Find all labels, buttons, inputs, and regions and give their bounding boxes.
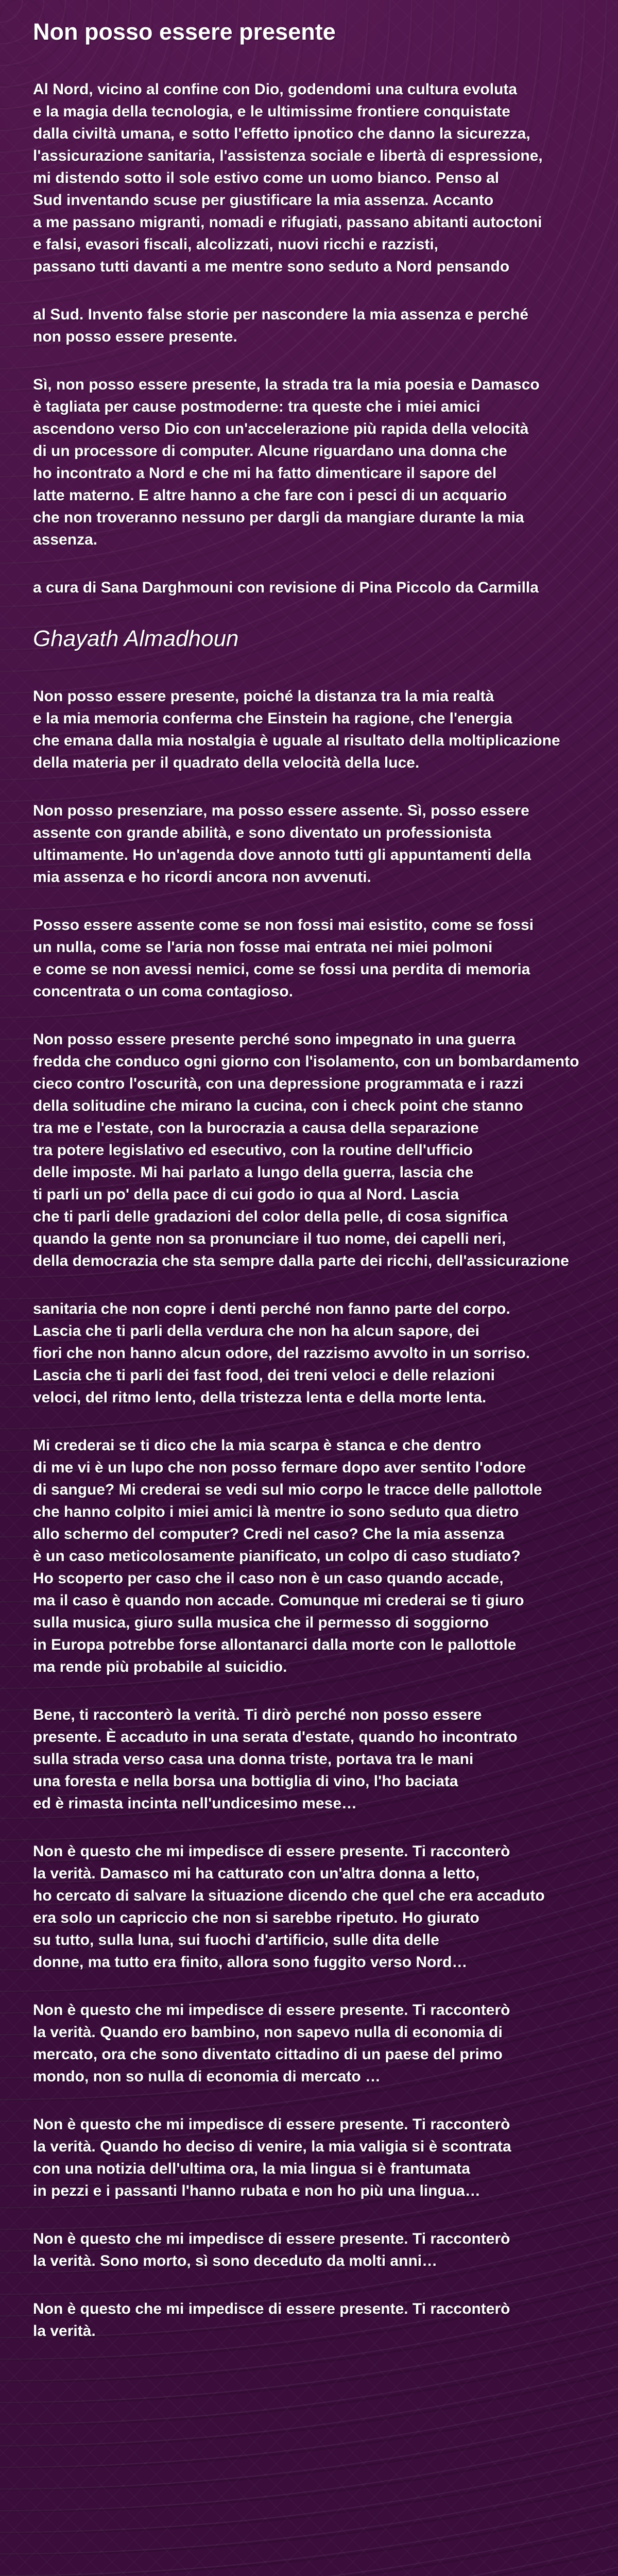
- body-stanza-3: Posso essere assente come se non fossi mai esistito, come se fossi un nulla, come se l'aria non fosse mai entrata nei miei polmoni e come se non avessi nemici, come se fossi una perdita di memoria concentrata o un coma contagioso.: [33, 917, 534, 1000]
- intro-stanza-2: al Sud. Invento false storie per nascondere la mia assenza e perché non posso essere presente.: [33, 306, 529, 345]
- intro-stanza-3: Sì, non posso essere presente, la strada tra la mia poesia e Damasco è tagliata per cause postmoderne: tra queste che i miei amici ascendono verso Dio con un'accelerazione più rapida della velocità di un processore di computer. Alcune riguardano una donna che ho incontrato a Nord e che mi ha fatto dimenticare il sapore del latte materno. E altre hanno a che fare con i pesci di un acquario che non troveranno nessuno per dargli da mangiare durante la mia assenza.: [33, 376, 540, 548]
- body-stanza-12: Non è questo che mi impedisce di essere presente. Ti racconterò la verità.: [33, 2300, 510, 2340]
- body-stanza-9: Non è questo che mi impedisce di essere presente. Ti racconterò la verità. Quando ero bambino, non sapevo nulla di economia di mercato, ora che sono diventato cittadino di un paese del primo mondo, non so nulla di economia di mercato …: [33, 2002, 510, 2085]
- body-stanza-7: Bene, ti racconterò la verità. Ti dirò perché non posso essere presente. È accaduto in una serata d'estate, quando ho incontrato sulla strada verso casa una donna triste, portava tra le mani una foresta e nella borsa una bottiglia di vino, l'ho baciata ed è rimasta incinta nell'undicesimo mese…: [33, 1706, 518, 1812]
- poem-intro: [33, 78, 618, 599]
- body-stanza-4: Non posso essere presente perché sono impegnato in una guerra fredda che conduco ogni giorno con l'isolamento, con un bombardamento cieco contro l'oscurità, con una depressione programmata e i razzi della solitudine che mirano la cucina, con i check point che stanno tra me e l'estate, con la burocrazia a causa della separazione tra potere legislativo ed esecutivo, con la routine dell'ufficio delle imposte. Mi hai parlato a lungo della guerra, lascia che ti parli un po' della pace di cui godo io qua al Nord. Lascia che ti parli delle gradazioni del color della pelle, di cosa significa quando la gente non sa pronunciare il tuo nome, dei capelli neri, della democrazia che sta sempre dalla parte dei ricchi, dell'assicurazione: [33, 1031, 579, 1269]
- intro-stanza-1: Al Nord, vicino al confine con Dio, godendomi una cultura evoluta e la magia della tecnologia, e le ultimissime frontiere conquistate dalla civiltà umana, e sotto l'effetto ipnotico che danno la sicurezza, l'assicurazione sanitaria, l'assistenza sociale e libertà di espressione, mi distendo sotto il sole estivo come un uomo bianco. Penso al Sud inventando scuse per giustificare la mia assenza. Accanto a me passano migranti, nomadi e rifugiati, passano abitanti autoctoni e falsi, evasori fiscali, alcolizzati, nuovi ricchi e razzisti, passano tutti davanti a me mentre sono seduto a Nord pensando: [33, 81, 543, 275]
- body-stanza-6: Mi crederai se ti dico che la mia scarpa è stanca e che dentro di me vi è un lupo che non posso fermare dopo aver sentito l'odore di sangue? Mi crederai se vedi sul mio corpo le tracce delle pallottole che hanno colpito i miei amici là mentre io sono seduto qua dietro allo schermo del computer? Credi nel caso? Che la mia assenza è un caso meticolosamente pianificato, un colpo di caso studiato? Ho scoperto per caso che il caso non è un caso quando accade, ma il caso è quando non accade. Comunque mi crederai se ti giuro sulla musica, giuro sulla musica che il permesso di soggiorno in Europa potrebbe forse allontanarci dalla morte con le pallottole ma rende più probabile al suicidio.: [33, 1437, 542, 1675]
- poem-body: [33, 685, 618, 2342]
- author-name: Ghayath Almadhoun: [33, 626, 239, 651]
- body-stanza-11: Non è questo che mi impedisce di essere presente. Ti racconterò la verità. Sono morto, sì sono deceduto da molti anni…: [33, 2230, 510, 2269]
- editor-credit: a cura di Sana Darghmouni con revisione di Pina Piccolo da Carmilla: [33, 579, 539, 596]
- body-stanza-1: Non posso essere presente, poiché la distanza tra la mia realtà e la mia memoria conferma che Einstein ha ragione, che l'energia che emana dalla mia nostalgia è uguale al risultato della moltiplicazione della materia per il quadrato della velocità della luce.: [33, 688, 560, 771]
- body-stanza-2: Non posso presenziare, ma posso essere assente. Sì, posso essere assente con grande abilità, e sono diventato un professionista ultimamente. Ho un'agenda dove annoto tutti gli appuntamenti della mia assenza e ho ricordi ancora non avvenuti.: [33, 802, 531, 886]
- body-stanza-10: Non è questo che mi impedisce di essere presente. Ti racconterò la verità. Quando ho deciso di venire, la mia valigia si è scontrata con una notizia dell'ultima ora, la mia lingua si è frantumata in pezzi e i passanti l'hanno rubata e non ho più una lingua…: [33, 2116, 511, 2199]
- poem-title: Non posso essere presente: [33, 19, 336, 45]
- body-stanza-8: Non è questo che mi impedisce di essere presente. Ti racconterò la verità. Damasco mi ha catturato con un'altra donna a letto, ho cercato di salvare la situazione dicendo che quel che era accaduto era solo un capriccio che non si sarebbe ripetuto. Ho giurato su tutto, sulla luna, sui fuochi d'artificio, sulle dita delle donne, ma tutto era finito, allora sono fuggito verso Nord…: [33, 1843, 545, 1971]
- body-stanza-5: sanitaria che non copre i denti perché non fanno parte del corpo. Lascia che ti parli della verdura che non ha alcun sapore, dei fiori che non hanno alcun odore, del razzismo avvolto in un sorriso. Lascia che ti parli dei fast food, dei treni veloci e delle relazioni veloci, del ritmo lento, della tristezza lenta e della morte lenta.: [33, 1300, 530, 1406]
